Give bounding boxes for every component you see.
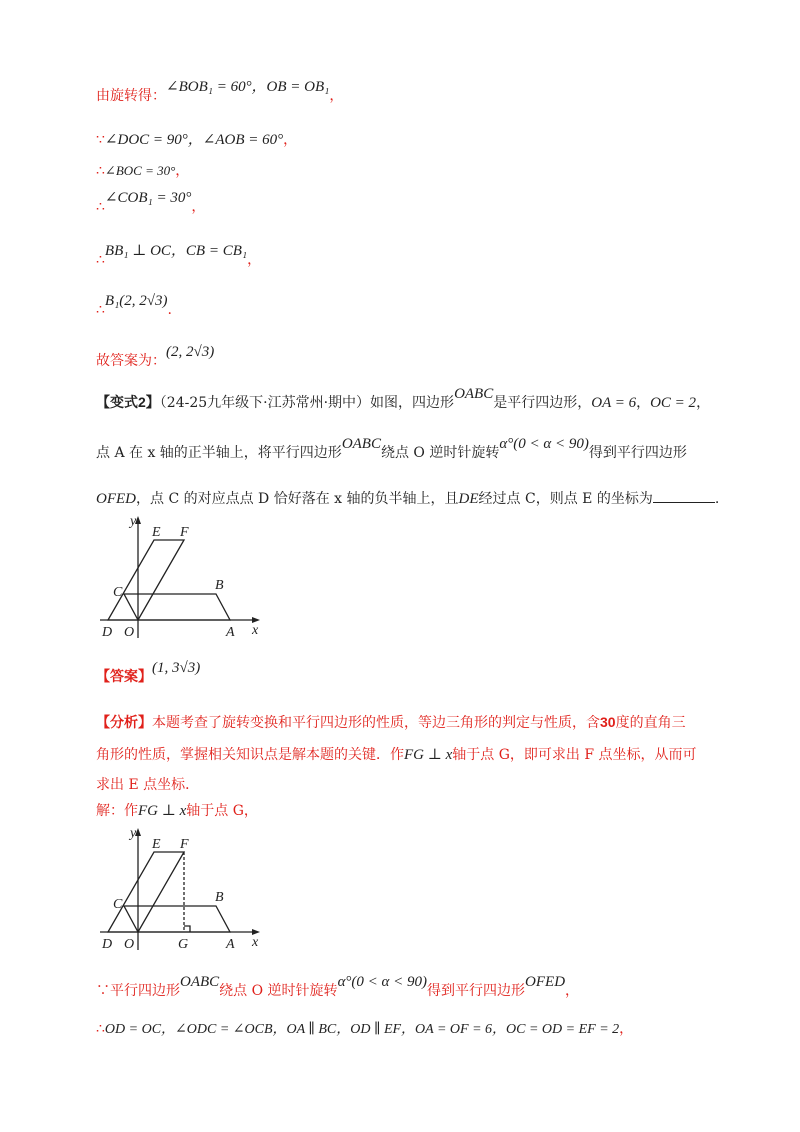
analysis-text: 角形的性质，掌握相关知识点是解本题的关键．作: [96, 747, 404, 763]
punct: ，: [696, 395, 711, 411]
label-a: A: [226, 937, 235, 952]
problem-line3: [96, 488, 719, 508]
punct: ，: [191, 199, 206, 215]
analysis-text: 轴于点 G，: [186, 803, 258, 819]
label-f: F: [180, 525, 189, 540]
therefore-symbol: ∴: [96, 252, 105, 268]
label-y: y: [130, 826, 137, 841]
math-expr: OFED: [96, 491, 136, 507]
problem-text: （24-25九年级下·江苏常州·期中）如图，四边形: [159, 395, 455, 411]
math-expr: (2, 2√3): [166, 344, 215, 360]
math-expr: ∠BOB₁ = 60°，OB = OB₁: [166, 79, 330, 95]
parallelogram-ofed: [108, 852, 184, 932]
label-y: y: [130, 514, 137, 529]
math-expr: FG ⊥ x: [138, 803, 187, 819]
label-c: C: [113, 585, 123, 600]
label-f: F: [180, 837, 189, 852]
right-angle-mark: [184, 926, 190, 932]
label-o: O: [124, 625, 135, 640]
punct: .: [167, 302, 172, 318]
math-expr: OABC: [341, 436, 381, 452]
analysis-text: 解：作: [96, 803, 138, 819]
math-expr: OABC: [180, 974, 220, 990]
sol1-line1: [96, 79, 344, 105]
sol1-line2: [96, 128, 297, 149]
punct: ，: [283, 132, 298, 148]
punct: ，: [175, 163, 190, 179]
therefore-symbol: ∴: [96, 199, 105, 215]
math-expr: DE: [458, 491, 479, 507]
punct: .: [714, 491, 720, 507]
analysis-text: 求出 E 点坐标．: [96, 777, 200, 793]
variant-tag: 【变式2】: [96, 394, 160, 410]
sol1-answer: [96, 344, 215, 370]
sol2-line1: [96, 974, 580, 1000]
label-e: E: [152, 525, 161, 540]
sol1-line3: [96, 160, 189, 180]
label-b: B: [215, 890, 224, 905]
rotation-text: 由旋转得：: [96, 88, 166, 104]
label-b: B: [215, 578, 224, 593]
parallelogram-ofed: [108, 540, 184, 620]
answer-label: 故答案为：: [96, 353, 166, 369]
punct: ，: [247, 252, 262, 268]
figure-parallelogram-2: [96, 822, 276, 954]
problem-text: ，点 C 的对应点点 D 恰好落在 x 轴的负半轴上，且: [136, 491, 459, 507]
problem-line2: [96, 436, 687, 462]
problem-text: 得到平行四边形: [588, 445, 687, 461]
problem-text: 是平行四边形，: [493, 395, 592, 411]
analysis-line4: [96, 800, 258, 820]
math-expr: FG ⊥ x: [404, 747, 453, 763]
analysis-number: 30: [600, 714, 616, 730]
therefore-symbol: ∴: [96, 302, 105, 318]
math-expr: (1, 3√3): [152, 660, 201, 676]
problem-line1: [96, 386, 711, 412]
sol1-line5: [96, 243, 262, 269]
label-d: D: [102, 937, 113, 952]
because-symbol: ∵: [96, 132, 105, 148]
label-g: G: [178, 937, 189, 952]
punct: ，: [329, 88, 344, 104]
answer-blank: [653, 490, 715, 503]
label-e: E: [152, 837, 161, 852]
math-expr: B₁(2, 2√3): [104, 293, 168, 309]
problem-text: 绕点 O 逆时针旋转: [380, 445, 500, 461]
math-expr: ∠BOC = 30°: [104, 163, 176, 178]
solution-text: ∵平行四边形: [96, 983, 180, 999]
analysis-line3: [96, 774, 199, 794]
analysis-text: 轴于点 G，即可求出 F 点坐标，从而可: [452, 747, 697, 763]
problem-text: 点 A 在 x 轴的正半轴上，将平行四边形: [96, 445, 342, 461]
sol1-line4: [96, 190, 206, 216]
problem-text: 经过点 C，则点 E 的坐标为: [478, 491, 653, 507]
math-expr: BB₁ ⊥ OC，CB = CB₁: [104, 243, 248, 259]
label-c: C: [113, 897, 123, 912]
math-expr: ∠DOC = 90°，∠AOB = 60°: [104, 132, 284, 148]
analysis-line1: [96, 712, 686, 732]
label-a: A: [226, 625, 235, 640]
math-expr: OD = OC，∠ODC = ∠OCB，OA ∥ BC，OD ∥ EF，OA = OF = 6，OC = OD = EF = 2: [104, 1022, 620, 1037]
answer-line: [96, 660, 201, 686]
math-expr: OABC: [454, 386, 494, 402]
punct: ，: [619, 1021, 634, 1037]
punct: ，: [636, 395, 651, 411]
math-expr: OFED: [525, 974, 566, 990]
figure-parallelogram-1: [96, 510, 276, 642]
label-x: x: [252, 935, 259, 950]
solution-text: 绕点 O 逆时针旋转: [219, 983, 338, 999]
analysis-text: 度的直角三: [615, 715, 686, 731]
analysis-line2: [96, 744, 697, 764]
label-d: D: [102, 625, 113, 640]
solution-text: 得到平行四边形: [427, 983, 526, 999]
math-expr: OA = 6: [591, 395, 637, 411]
punct: ，: [565, 983, 580, 999]
label-x: x: [252, 623, 259, 638]
math-expr: α°(0 < α < 90): [499, 436, 589, 452]
sol1-line6: [96, 293, 172, 319]
math-expr: OC = 2: [650, 395, 697, 411]
label-o: O: [124, 937, 135, 952]
analysis-tag: 【分析】: [96, 714, 152, 730]
sol2-line2: [96, 1018, 633, 1038]
math-expr: ∠COB₁ = 30°: [104, 190, 192, 206]
therefore-symbol: ∴: [96, 163, 105, 179]
math-expr: α°(0 < α < 90): [337, 974, 428, 990]
therefore-symbol: ∴: [96, 1021, 105, 1037]
analysis-text: 本题考查了旋转变换和平行四边形的性质，等边三角形的判定与性质，含: [152, 715, 600, 731]
answer-tag: 【答案】: [96, 668, 152, 684]
